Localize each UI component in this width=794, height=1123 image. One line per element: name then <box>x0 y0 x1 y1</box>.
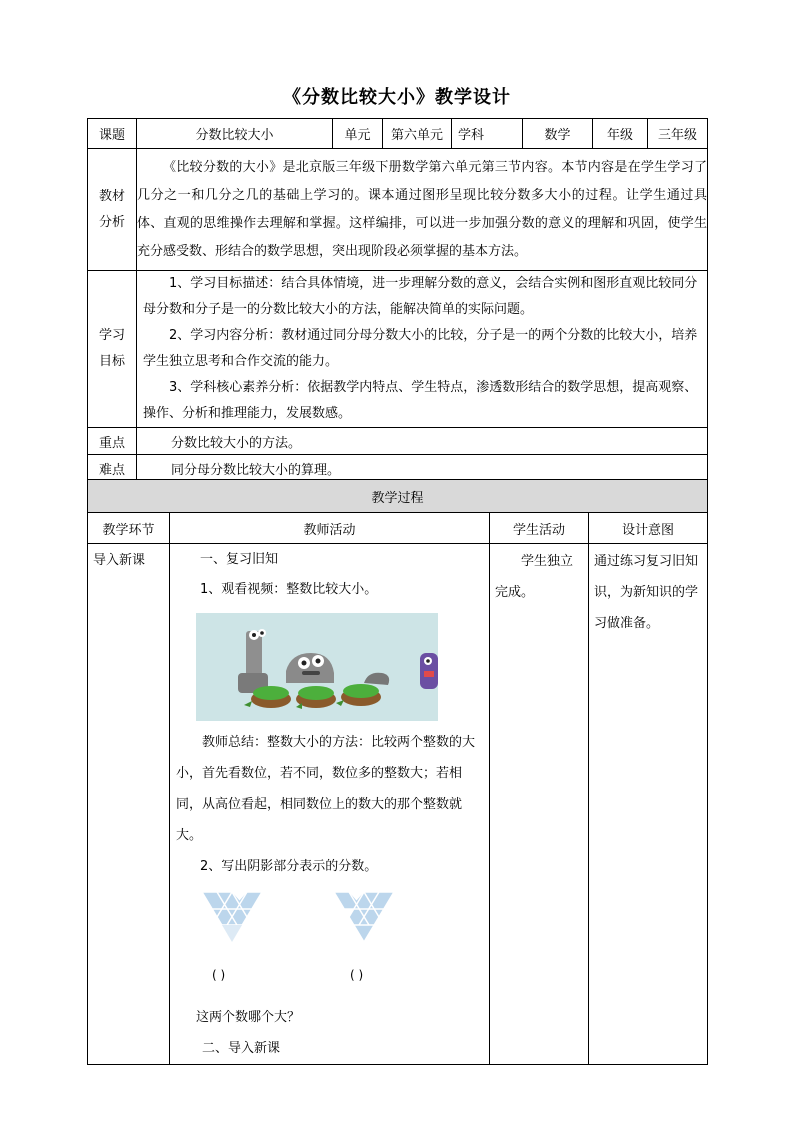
stage-cell: 导入新课 <box>88 544 170 1065</box>
goals-cell <box>137 271 708 428</box>
course-value: 分数比较大小 <box>137 119 333 149</box>
goal-item: 2、学习内容分析：教材通过同分母分数大小的比较，分子是一的两个分数的比较大小，培养学生独立思考和合作交流的能力。 <box>143 328 698 369</box>
triangle-figure-right <box>332 888 396 944</box>
answer-blank-left[interactable]: ( ) <box>212 968 226 982</box>
col-student: 学生活动 <box>490 513 589 544</box>
analysis-text: 《比较分数的大小》是北京版三年级下册数学第六单元第三节内容。本节内容是在学生学习了几分之一和几分之几的基础上学习的。课本通过图形呈现比较分数多大小的过程。让学生通过具体、直观的思维操作去理解和掌握。这样编排，可以进一步加强分数的意义的理解和巩固，使学生充分感受数、形结合的数学思想，突出现阶段必须掌握的基本方法。 <box>137 149 708 271</box>
page-title: 《分数比较大小》教学设计 <box>283 87 511 108</box>
difficulty-label: 难点 <box>88 455 137 482</box>
process-table <box>87 479 708 1065</box>
compare-question: 这两个数哪个大？ <box>196 1010 301 1025</box>
unit-value: 第六单元 <box>383 119 452 149</box>
triangle-figure-left <box>200 888 264 944</box>
review-heading: 一、复习旧知 <box>200 552 279 567</box>
grade-label: 年级 <box>593 119 648 149</box>
step-video: 1、观看视频：整数比较大小。 <box>200 582 378 597</box>
step-fraction: 2、写出阴影部分表示的分数。 <box>200 859 378 874</box>
process-header: 教学过程 <box>88 480 708 513</box>
info-table <box>87 118 708 482</box>
video-illustration <box>196 613 438 721</box>
goals-label-line1: 学习 <box>98 328 125 343</box>
col-teacher: 教师活动 <box>170 513 490 544</box>
video-thumbnail[interactable] <box>196 613 438 721</box>
unit-label: 单元 <box>333 119 383 149</box>
goals-label <box>88 271 137 428</box>
goals-label-line2: 目标 <box>98 354 125 369</box>
key-point-text: 分数比较大小的方法。 <box>137 428 708 455</box>
answer-blank-right[interactable]: ( ) <box>350 968 364 982</box>
col-intent: 设计意图 <box>589 513 708 544</box>
analysis-label <box>88 149 137 271</box>
key-point-label: 重点 <box>88 428 137 455</box>
teacher-cell <box>170 544 490 1065</box>
subject-value: 数学 <box>523 119 593 149</box>
teacher-summary: 教师总结：整数大小的方法：比较两个整数的大小，首先看数位，若不同，数位多的整数大；若相同，从高位看起，相同数位上的数大的那个整数就大。 <box>176 735 476 843</box>
difficulty-text: 同分母分数比较大小的算理。 <box>137 455 708 482</box>
student-cell: 学生独立完成。 <box>490 544 589 1065</box>
goal-item: 3、学科核心素养分析：依据教学内特点、学生特点，渗透数形结合的数学思想，提高观察、操作、分析和推理能力，发展数感。 <box>143 380 698 421</box>
subject-label: 学科 <box>452 119 523 149</box>
col-stage: 教学环节 <box>88 513 170 544</box>
fraction-figures <box>176 882 483 1002</box>
analysis-label-line1: 教材 <box>98 188 125 204</box>
analysis-label-line2: 分析 <box>98 214 125 230</box>
intro-heading: 二、导入新课 <box>202 1041 281 1056</box>
goal-item: 1、学习目标描述：结合具体情境，进一步理解分数的意义，会结合实例和图形直观比较同分母分数和分子是一的分数比较大小的方法，能解决简单的实际问题。 <box>143 276 698 317</box>
course-label: 课题 <box>88 119 137 149</box>
intent-cell: 通过练习复习旧知识，为新知识的学习做准备。 <box>589 544 708 1065</box>
grade-value: 三年级 <box>648 119 708 149</box>
